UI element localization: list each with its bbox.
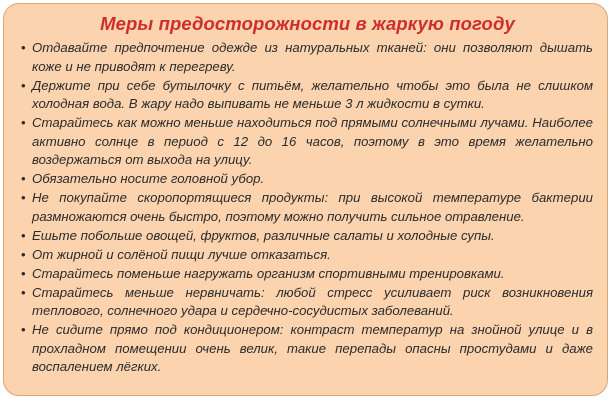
tips-list <box>22 39 593 377</box>
list-item <box>22 227 593 246</box>
bullet-icon: • <box>21 40 26 55</box>
tip-text: Старайтесь как можно меньше находиться под прямыми солнечными лучами. Наиболее активно солнце в период с 12 до 16 часов, поэтому в это время желательно воздержаться от выхода на улицу. <box>32 115 593 167</box>
bullet-icon: • <box>21 246 26 262</box>
list-item <box>22 321 593 377</box>
tip-text: Старайтесь меньше нервничать: любой стресс усиливает риск возникновения теплового, солнечного удара и сердечно-сосудистых заболеваний. <box>32 284 593 318</box>
bullet-icon: • <box>21 227 26 243</box>
tip-text: Обязательно носите головной убор. <box>32 171 265 186</box>
tip-text: Старайтесь поменьше нагружать организм спортивными тренировками. <box>32 265 505 281</box>
bullet-icon: • <box>21 171 26 186</box>
list-item <box>22 77 593 114</box>
tip-text: Ешьте побольше овощей, фруктов, различные салаты и холодные супы. <box>32 227 495 243</box>
tip-text: От жирной и солёной пищи лучше отказаться. <box>32 246 331 262</box>
list-item <box>22 114 593 170</box>
bullet-icon: • <box>21 284 26 300</box>
bullet-icon: • <box>21 77 26 93</box>
tip-text: Не покупайте скоропортящиеся продукты: при высокой температуре бактерии размножаются очень быстро, поэтому можно получить сильное отравление. <box>32 190 593 224</box>
bullet-icon: • <box>21 265 26 281</box>
bullet-icon: • <box>21 322 26 337</box>
tip-text: Не сидите прямо под кондиционером: контраст температур на знойной улице и в прохладном помещении очень велик, такие перепады опасны простудами и даже воспалением лёгких. <box>32 322 593 374</box>
list-item <box>22 170 593 189</box>
list-item <box>22 39 593 76</box>
list-item <box>22 284 593 321</box>
list-item <box>22 189 593 226</box>
card-title: Меры предосторожности в жаркую погоду <box>100 13 515 34</box>
bullet-icon: • <box>21 190 26 205</box>
list-item <box>22 246 593 265</box>
tip-text: Держите при себе бутылочку с питьём, желательно чтобы это была не слишком холодная вода. В жару надо выпивать не меньше 3 л жидкости в сутки. <box>32 77 593 111</box>
tip-text: Отдавайте предпочтение одежде из натуральных тканей: они позволяют дышать коже и не приводят к перегреву. <box>32 40 593 74</box>
list-item <box>22 265 593 284</box>
bullet-icon: • <box>21 115 26 130</box>
tips-card <box>3 3 608 396</box>
